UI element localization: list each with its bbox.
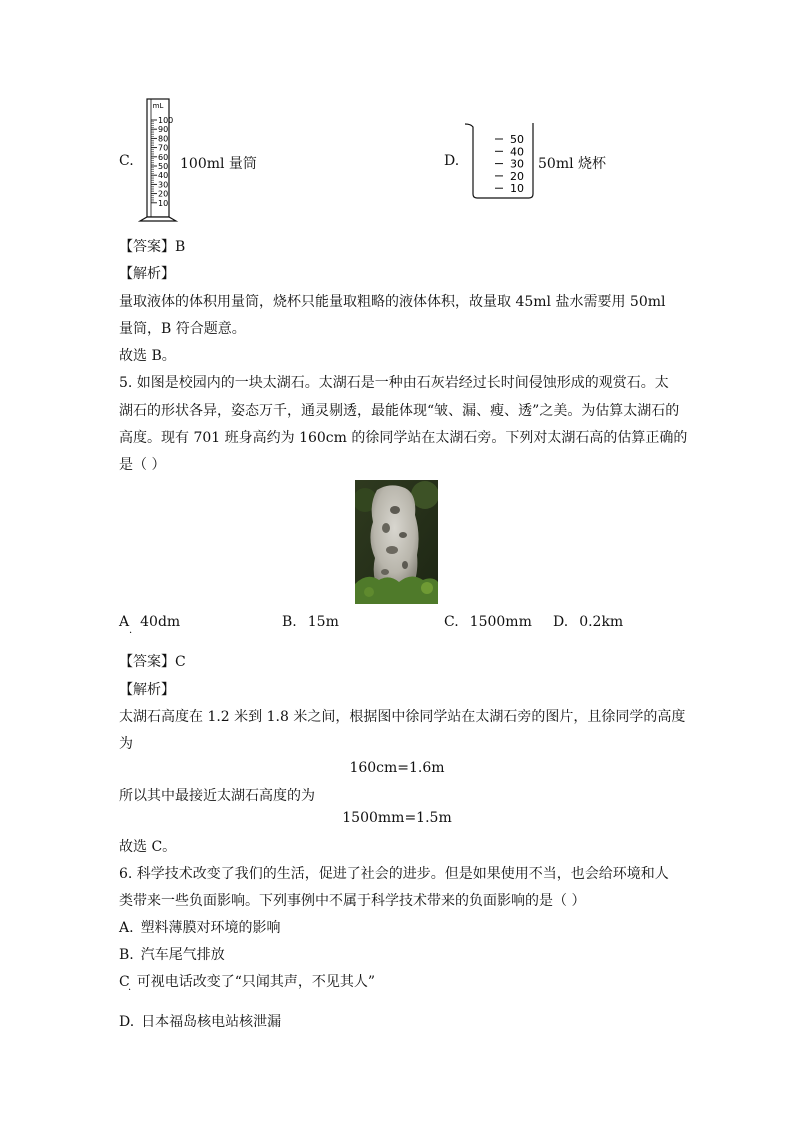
option-c-text: 100ml 量筒 bbox=[180, 156, 257, 172]
q6-option-label: C bbox=[119, 974, 130, 990]
q5-stem-line-1: 5. 如图是校园内的一块太湖石。太湖石是一种由石灰岩经过长时间侵蚀形成的观赏石。太 bbox=[119, 375, 669, 391]
q5-option-text: 15m bbox=[307, 614, 339, 630]
q6-option[interactable] bbox=[119, 971, 375, 991]
q5-option-label: A bbox=[119, 614, 130, 630]
cylinder-tick-label: 80 bbox=[158, 134, 169, 144]
q6-stem-line-1: 6. 科学技术改变了我们的生活，促进了社会的进步。但是如果使用不当，也会给环境和人 bbox=[119, 866, 669, 882]
beaker-illustration bbox=[463, 118, 537, 202]
cylinder-tick-label: 20 bbox=[158, 189, 169, 199]
q5-stem-line-2: 湖石的形状各异，姿态万千，通灵剔透，最能体现“皱、漏、瘦、透”之美。为估算太湖石的 bbox=[119, 403, 680, 419]
q5-analysis-title: 【解析】 bbox=[119, 682, 175, 698]
q5-option-label: D. bbox=[553, 614, 569, 630]
q5-option-text: 0.2km bbox=[579, 614, 624, 630]
q5-option-label: C. bbox=[444, 614, 459, 630]
q5-stem-line-3: 高度。现有 701 班身高约为 160cm 的徐同学站在太湖石旁。下列对太湖石高的估算正确的 bbox=[119, 430, 688, 446]
cylinder-tick-label: 100 bbox=[158, 116, 174, 125]
q6-option[interactable] bbox=[119, 1011, 281, 1031]
q5-option[interactable] bbox=[444, 614, 532, 630]
q6-stem-line-2: 类带来一些负面影响。下列事例中不属于科学技术带来的负面影响的是（ ） bbox=[119, 893, 586, 909]
q5-analysis-line-2: 为 bbox=[119, 736, 133, 752]
q6-option-label: D. bbox=[119, 1014, 135, 1030]
cylinder-tick-label: 90 bbox=[158, 125, 169, 135]
beaker-tick-label: 40 bbox=[510, 145, 524, 159]
q6-option-text: 塑料薄膜对环境的影响 bbox=[140, 920, 281, 936]
beaker-scale bbox=[495, 133, 524, 195]
beaker-tick-label: 30 bbox=[510, 157, 524, 171]
q6-option-text: 日本福岛核电站核泄漏 bbox=[141, 1014, 282, 1030]
q5-option-text: 40dm bbox=[140, 614, 181, 630]
cylinder-tick-label: 60 bbox=[158, 152, 169, 162]
q6-option-text: 汽车尾气排放 bbox=[140, 947, 225, 963]
cylinder-tick-label: 10 bbox=[158, 198, 169, 208]
q5-formula-1: 160cm=1.6m bbox=[349, 760, 445, 776]
q5-analysis-line-3: 所以其中最接近太湖石高度的为 bbox=[119, 788, 315, 804]
beaker-tick-label: 10 bbox=[510, 182, 524, 196]
option-d-label: D. bbox=[444, 153, 460, 169]
q6-option-label: A. bbox=[119, 920, 134, 936]
option-c-dot-mark: · bbox=[128, 985, 132, 996]
q5-option-text: 1500mm bbox=[469, 614, 532, 630]
q6-option[interactable] bbox=[119, 917, 281, 937]
cylinder-tick-label: 50 bbox=[158, 162, 169, 171]
q5-option[interactable] bbox=[553, 614, 623, 630]
q5-option-label: B. bbox=[282, 614, 297, 630]
q5-answer: 【答案】C bbox=[119, 654, 186, 670]
option-c-label: C. bbox=[119, 153, 134, 169]
q4-analysis-line-1: 量取液体的体积用量筒，烧杯只能量取粗略的液体体积，故量取 45ml 盐水需要用 50ml bbox=[119, 294, 666, 310]
q4-answer: 【答案】B bbox=[119, 239, 186, 255]
q6-option[interactable] bbox=[119, 944, 225, 964]
cylinder-tick-label: 30 bbox=[158, 180, 169, 190]
q4-analysis-title: 【解析】 bbox=[119, 266, 175, 282]
q5-stem-line-4: 是（ ） bbox=[119, 457, 166, 473]
beaker-tick-label: 20 bbox=[510, 169, 524, 183]
cylinder-tick-label: 70 bbox=[158, 143, 169, 153]
q4-conclusion: 故选 B。 bbox=[119, 348, 176, 364]
taihu-stone-photo bbox=[355, 480, 438, 604]
q4-analysis-line-2: 量筒，B 符合题意。 bbox=[119, 321, 246, 337]
cylinder-unit-label: mL bbox=[152, 102, 164, 110]
q5-option[interactable] bbox=[282, 614, 339, 630]
q6-option-label: B. bbox=[119, 947, 134, 963]
q5-formula-2: 1500mm=1.5m bbox=[342, 810, 452, 826]
q6-option-text: 可视电话改变了“只闻其声，不见其人” bbox=[136, 974, 376, 990]
beaker-tick-label: 50 bbox=[510, 133, 524, 146]
option-d-text: 50ml 烧杯 bbox=[538, 156, 607, 172]
cylinder-tick-label: 40 bbox=[158, 171, 169, 181]
graduated-cylinder-illustration bbox=[138, 96, 180, 226]
q5-conclusion: 故选 C。 bbox=[119, 839, 177, 855]
option-a-dot-mark: · bbox=[129, 628, 133, 639]
q5-analysis-line-1: 太湖石高度在 1.2 米到 1.8 米之间，根据图中徐同学站在太湖石旁的图片，且徐同学的高度 bbox=[119, 709, 686, 725]
